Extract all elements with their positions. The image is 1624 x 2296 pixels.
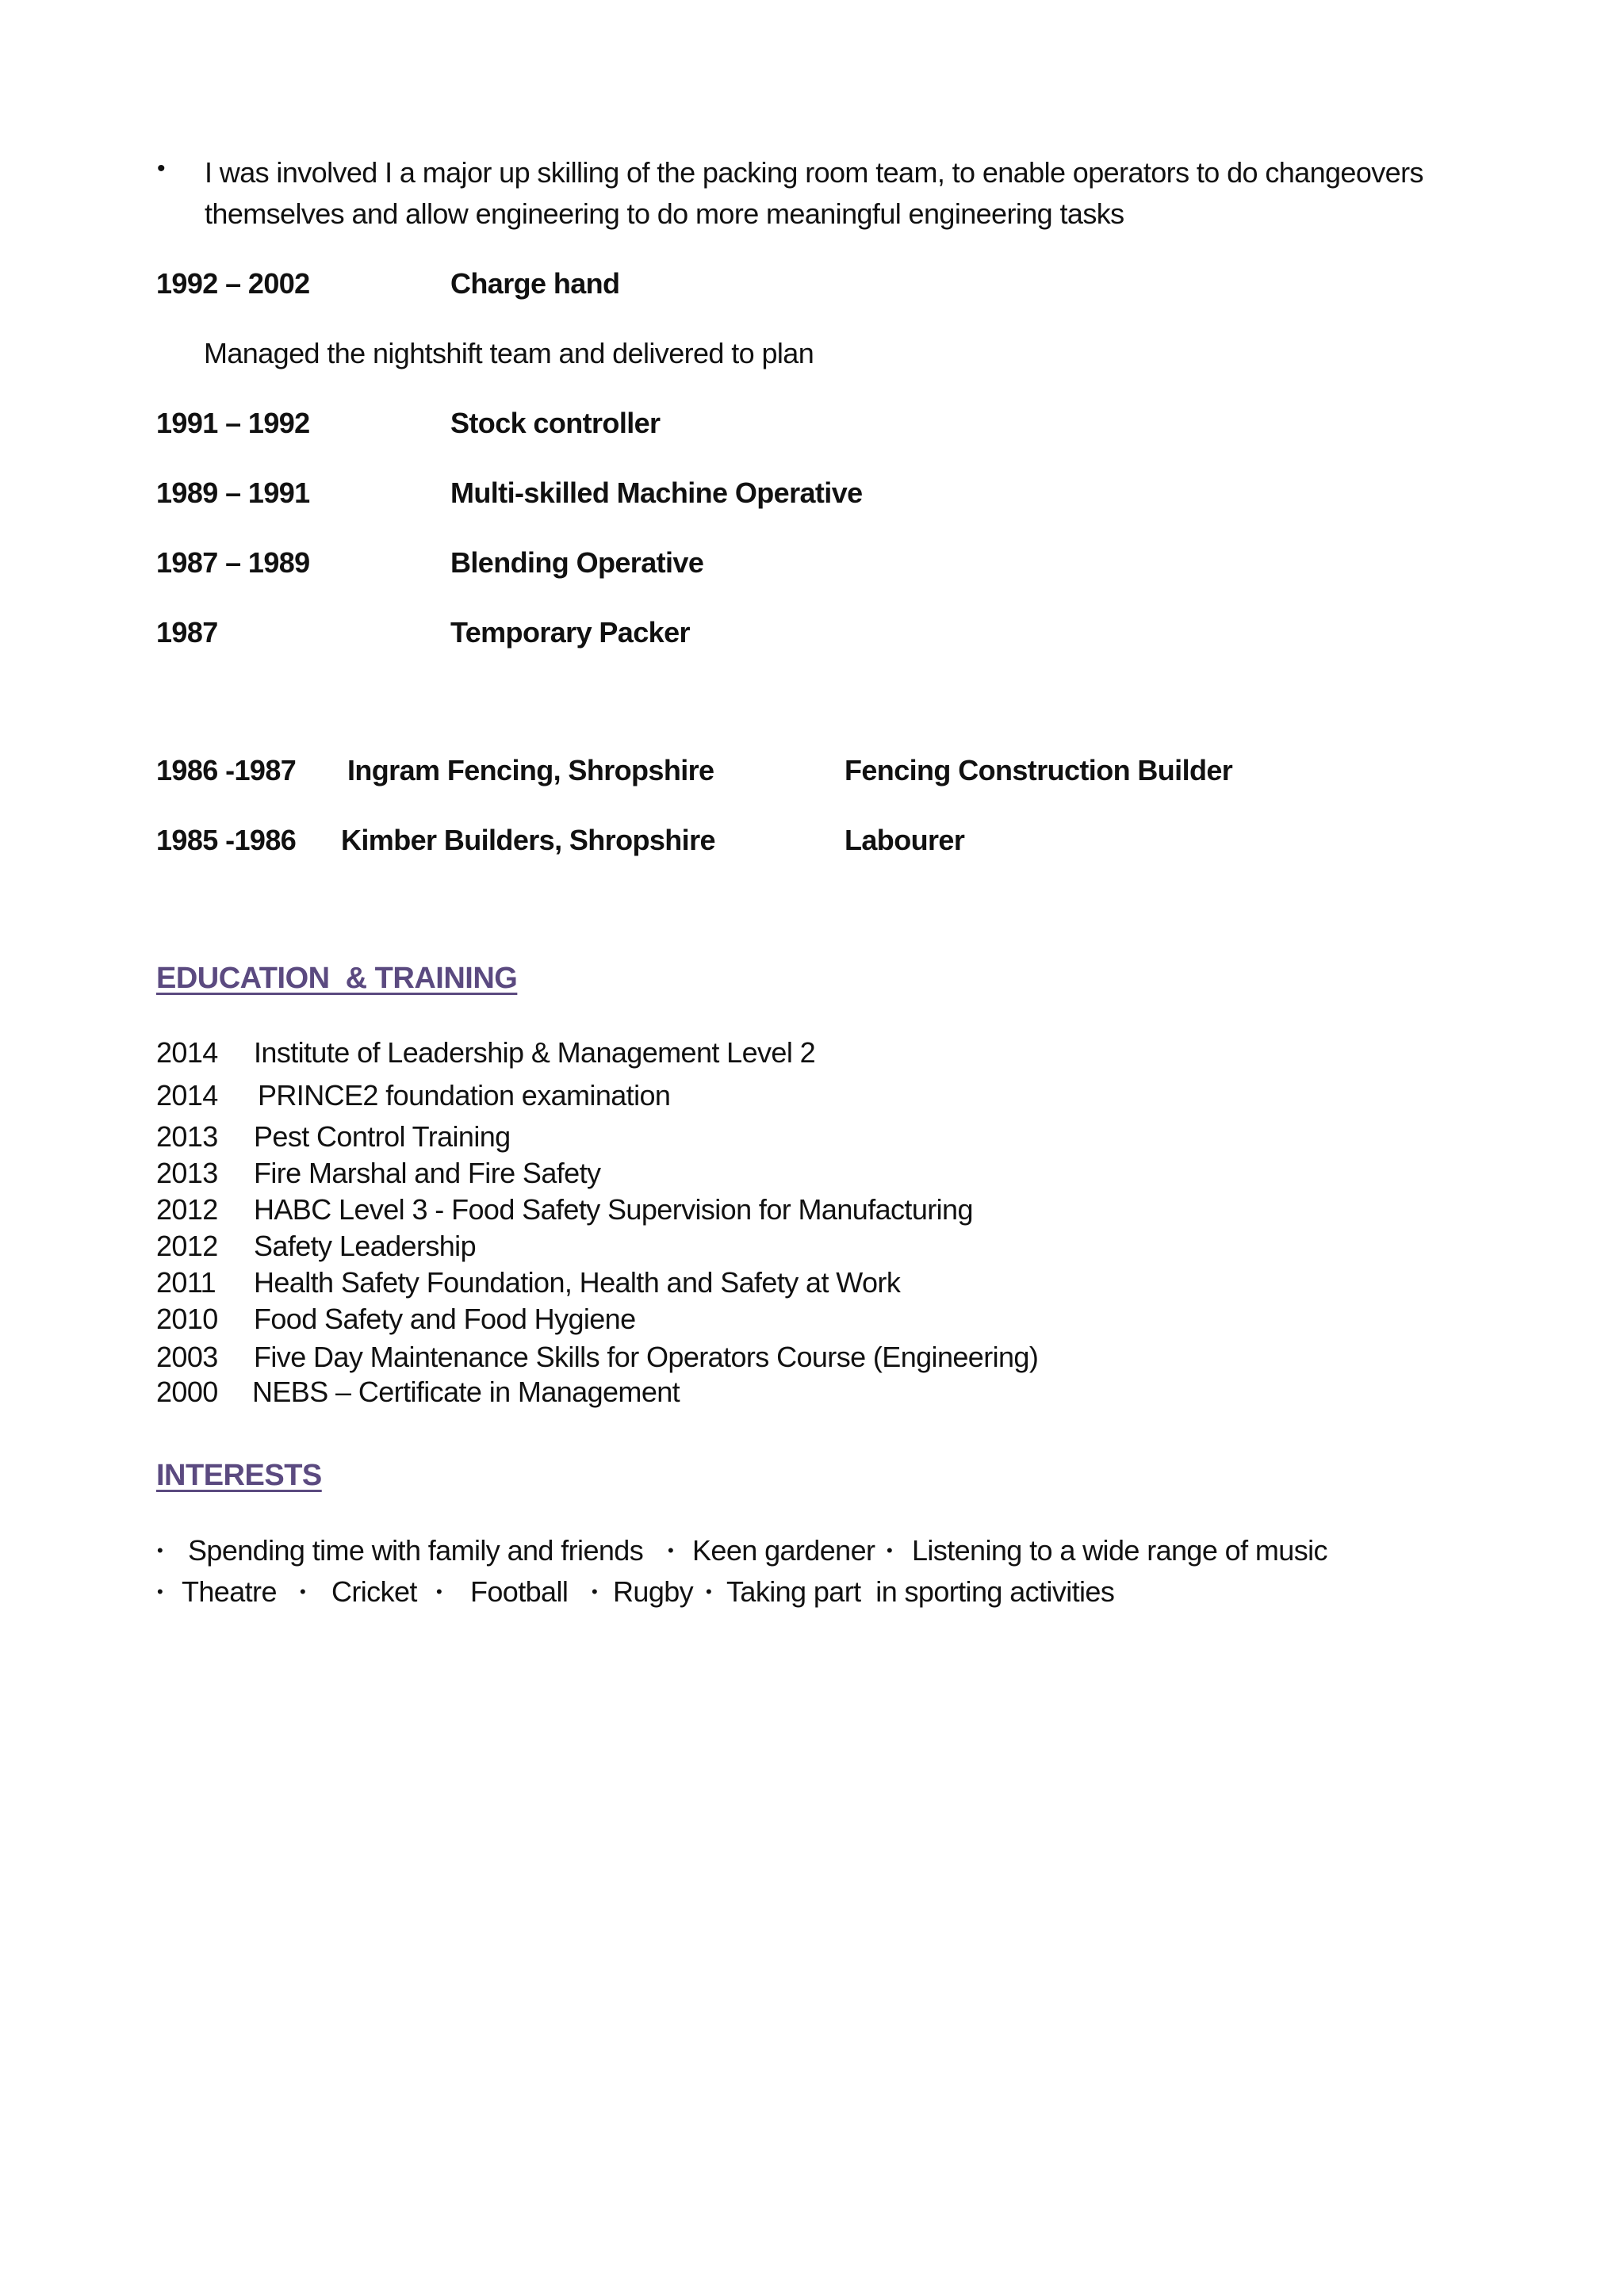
interest-item: Cricket — [331, 1575, 417, 1608]
bullet-icon: • — [300, 1582, 306, 1601]
role-title: Multi-skilled Machine Operative — [450, 476, 863, 509]
education-year: 2003 — [156, 1341, 218, 1373]
education-item: NEBS – Certificate in Management — [252, 1376, 680, 1408]
job-role: Labourer — [845, 824, 965, 856]
bullet-icon: • — [592, 1582, 598, 1601]
bullet-icon: • — [157, 1582, 163, 1601]
education-year: 2012 — [156, 1193, 218, 1226]
charge-hand-note: Managed the nightshift team and delivered to plan — [204, 337, 814, 369]
bullet-icon: • — [706, 1582, 712, 1601]
intro-bullet-line1: I was involved I a major up skilling of the packing room team, to enable operators to do changeovers — [205, 156, 1423, 189]
bullet-icon: • — [436, 1582, 442, 1601]
job-employer: Kimber Builders, Shropshire — [341, 824, 715, 856]
education-year: 2012 — [156, 1230, 218, 1262]
education-item: Food Safety and Food Hygiene — [254, 1303, 636, 1335]
role-title: Temporary Packer — [450, 616, 690, 649]
interest-item: Spending time with family and friends — [188, 1534, 644, 1567]
role-title: Charge hand — [450, 267, 620, 300]
role-years: 1991 – 1992 — [156, 407, 310, 439]
interests-heading: INTERESTS — [156, 1459, 322, 1492]
education-item: Pest Control Training — [254, 1120, 511, 1153]
education-item: Institute of Leadership & Management Level 2 — [254, 1036, 816, 1069]
interest-item: Listening to a wide range of music — [912, 1534, 1327, 1567]
interest-item: Taking part in sporting activities — [726, 1575, 1115, 1608]
education-year: 2013 — [156, 1157, 218, 1189]
job-employer: Ingram Fencing, Shropshire — [347, 754, 714, 786]
education-year: 2013 — [156, 1120, 218, 1153]
role-title: Blending Operative — [450, 546, 704, 579]
interest-item: Keen gardener — [692, 1534, 875, 1567]
interest-item: Football — [470, 1575, 569, 1608]
education-item: Five Day Maintenance Skills for Operators Course (Engineering) — [254, 1341, 1039, 1373]
education-year: 2014 — [156, 1036, 218, 1069]
bullet-icon: • — [668, 1540, 674, 1560]
job-role: Fencing Construction Builder — [845, 754, 1233, 786]
interest-item: Theatre — [182, 1575, 277, 1608]
role-years: 1989 – 1991 — [156, 476, 310, 509]
education-year: 2000 — [156, 1376, 218, 1408]
job-years: 1985 -1986 — [156, 824, 297, 856]
bullet-icon: • — [157, 1540, 163, 1560]
education-item: Safety Leadership — [254, 1230, 476, 1262]
education-year: 2014 — [156, 1079, 218, 1112]
bullet-icon: • — [887, 1540, 893, 1560]
education-item: HABC Level 3 - Food Safety Supervision for Manufacturing — [254, 1193, 973, 1226]
education-item: Health Safety Foundation, Health and Safety at Work — [254, 1266, 901, 1299]
education-year: 2010 — [156, 1303, 218, 1335]
education-item: PRINCE2 foundation examination — [258, 1079, 671, 1112]
education-year: 2011 — [156, 1266, 216, 1299]
education-heading: EDUCATION & TRAINING — [156, 962, 518, 995]
education-item: Fire Marshal and Fire Safety — [254, 1157, 601, 1189]
role-years: 1992 – 2002 — [156, 267, 310, 300]
role-years: 1987 – 1989 — [156, 546, 310, 579]
role-years: 1987 — [156, 616, 218, 649]
role-title: Stock controller — [450, 407, 661, 439]
job-years: 1986 -1987 — [156, 754, 297, 786]
interest-item: Rugby — [613, 1575, 694, 1608]
bullet-icon: • — [157, 155, 166, 182]
intro-bullet-line2: themselves and allow engineering to do more meaningful engineering tasks — [205, 197, 1124, 230]
